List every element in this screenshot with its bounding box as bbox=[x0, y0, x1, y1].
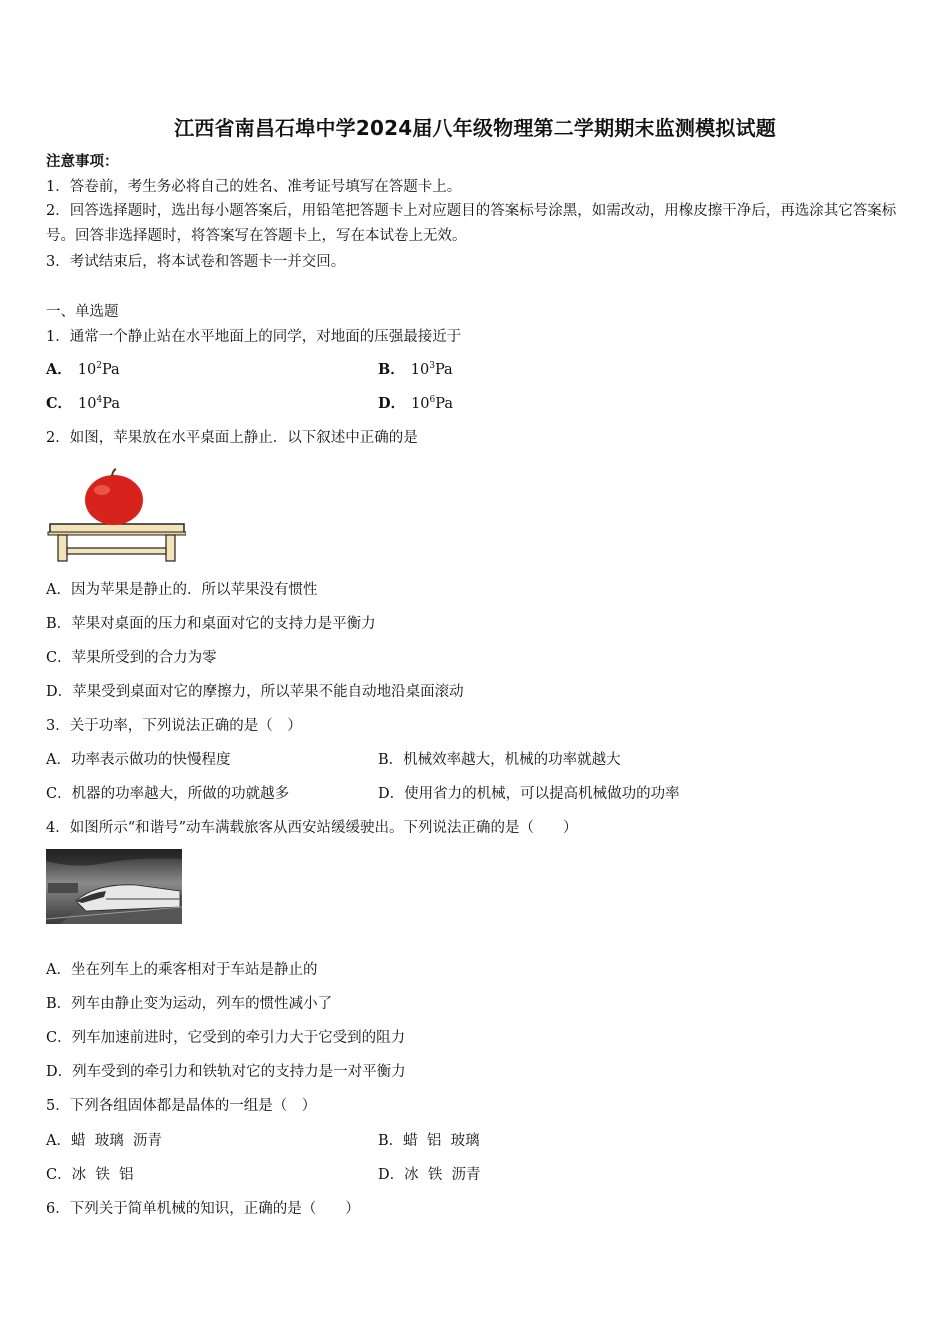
q2-option-b: B．苹果对桌面的压力和桌面对它的支持力是平衡力 bbox=[46, 616, 376, 632]
apple-stem bbox=[112, 469, 116, 476]
page-title: 江西省南昌石埠中学2024届八年级物理第二学期期末监测模拟试题 bbox=[174, 116, 776, 140]
q3-option-d: D．使用省力的机械，可以提高机械做功的功率 bbox=[378, 786, 680, 802]
option-base: 10 bbox=[410, 362, 430, 378]
question-4-stem: 4．如图所示“和谐号”动车满载旅客从西安站缓缓驶出。下列说法正确的是（ ） bbox=[46, 820, 578, 836]
option-label: D． bbox=[378, 395, 406, 412]
q3-option-a: A．功率表示做功的快慢程度 bbox=[46, 752, 231, 768]
train-photo-figure bbox=[46, 849, 182, 924]
apple-on-table-figure bbox=[46, 468, 186, 564]
option-unit: Pa bbox=[102, 396, 120, 412]
q4-option-c: C．列车加速前进时，它受到的牵引力大于它受到的阻力 bbox=[46, 1030, 406, 1046]
table-edge bbox=[48, 532, 186, 535]
q4-option-a: A．坐在列车上的乘客相对于车站是静止的 bbox=[46, 962, 318, 978]
option-unit: Pa bbox=[435, 396, 454, 412]
table-leg-left bbox=[58, 535, 67, 561]
q5-option-d: D．冰 铁 沥青 bbox=[378, 1167, 481, 1183]
notice-2: 2．回答选择题时，选出每小题答案后，用铅笔把答题卡上对应题目的答案标号涂黑，如需改动，用橡皮擦干净后，再选涂其它答案标号。回答非选择题时，将答案写在答题卡上，写在本试卷上无效。 bbox=[46, 203, 897, 244]
q3-option-b: B．机械效率越大，机械的功率就越大 bbox=[378, 752, 621, 768]
notice-heading: 注意事项： bbox=[46, 153, 119, 170]
q5-option-b: B．蜡 铝 玻璃 bbox=[378, 1133, 480, 1149]
q4-option-b: B．列车由静止变为运动，列车的惯性减小了 bbox=[46, 996, 333, 1012]
option-base: 10 bbox=[77, 362, 97, 378]
notice-1: 1．答卷前，考生务必将自己的姓名、准考证号填写在答题卡上。 bbox=[46, 179, 462, 195]
option-label: C． bbox=[46, 395, 73, 412]
city-building bbox=[48, 883, 78, 893]
question-3-stem: 3．关于功率，下列说法正确的是（ ） bbox=[46, 718, 302, 734]
question-2-stem: 2．如图，苹果放在水平桌面上静止．以下叙述中正确的是 bbox=[46, 430, 418, 446]
option-exponent: 4 bbox=[96, 395, 103, 406]
q3-option-c: C．机器的功率越大，所做的功就越多 bbox=[46, 786, 290, 802]
notice-3: 3．考试结束后，将本试卷和答题卡一并交回。 bbox=[46, 254, 346, 270]
option-exponent: 2 bbox=[96, 361, 102, 372]
q5-option-c: C．冰 铁 铝 bbox=[46, 1167, 134, 1183]
q1-option-b bbox=[378, 361, 453, 379]
option-label: B． bbox=[378, 361, 405, 378]
q2-option-a: A．因为苹果是静止的．所以苹果没有惯性 bbox=[46, 582, 318, 598]
option-exponent: 6 bbox=[429, 395, 436, 406]
q4-option-d: D．列车受到的牵引力和铁轨对它的支持力是一对平衡力 bbox=[46, 1064, 406, 1080]
section-heading: 一、单选题 bbox=[46, 304, 119, 320]
apple-highlight bbox=[94, 485, 110, 495]
q1-option-c bbox=[46, 395, 120, 413]
option-base: 10 bbox=[78, 396, 97, 412]
question-1-stem: 1．通常一个静止站在水平地面上的同学，对地面的压强最接近于 bbox=[46, 329, 462, 345]
question-5-stem: 5．下列各组固体都是晶体的一组是（ ） bbox=[46, 1098, 317, 1114]
option-base: 10 bbox=[411, 396, 430, 412]
q2-option-d: D．苹果受到桌面对它的摩擦力，所以苹果不能自动地沿桌面滚动 bbox=[46, 684, 464, 700]
question-6-stem: 6．下列关于简单机械的知识，正确的是（ ） bbox=[46, 1201, 360, 1217]
q1-option-d bbox=[378, 395, 453, 413]
q5-option-a: A．蜡 玻璃 沥青 bbox=[46, 1133, 162, 1149]
option-unit: Pa bbox=[434, 362, 453, 378]
apple-body bbox=[85, 475, 143, 525]
table-leg-right bbox=[166, 535, 175, 561]
option-label: A． bbox=[46, 361, 72, 378]
q2-option-c: C．苹果所受到的合力为零 bbox=[46, 650, 217, 666]
q1-option-a bbox=[46, 361, 120, 379]
table-crossbar bbox=[67, 548, 166, 554]
option-exponent: 3 bbox=[429, 361, 435, 372]
option-unit: Pa bbox=[101, 362, 120, 378]
